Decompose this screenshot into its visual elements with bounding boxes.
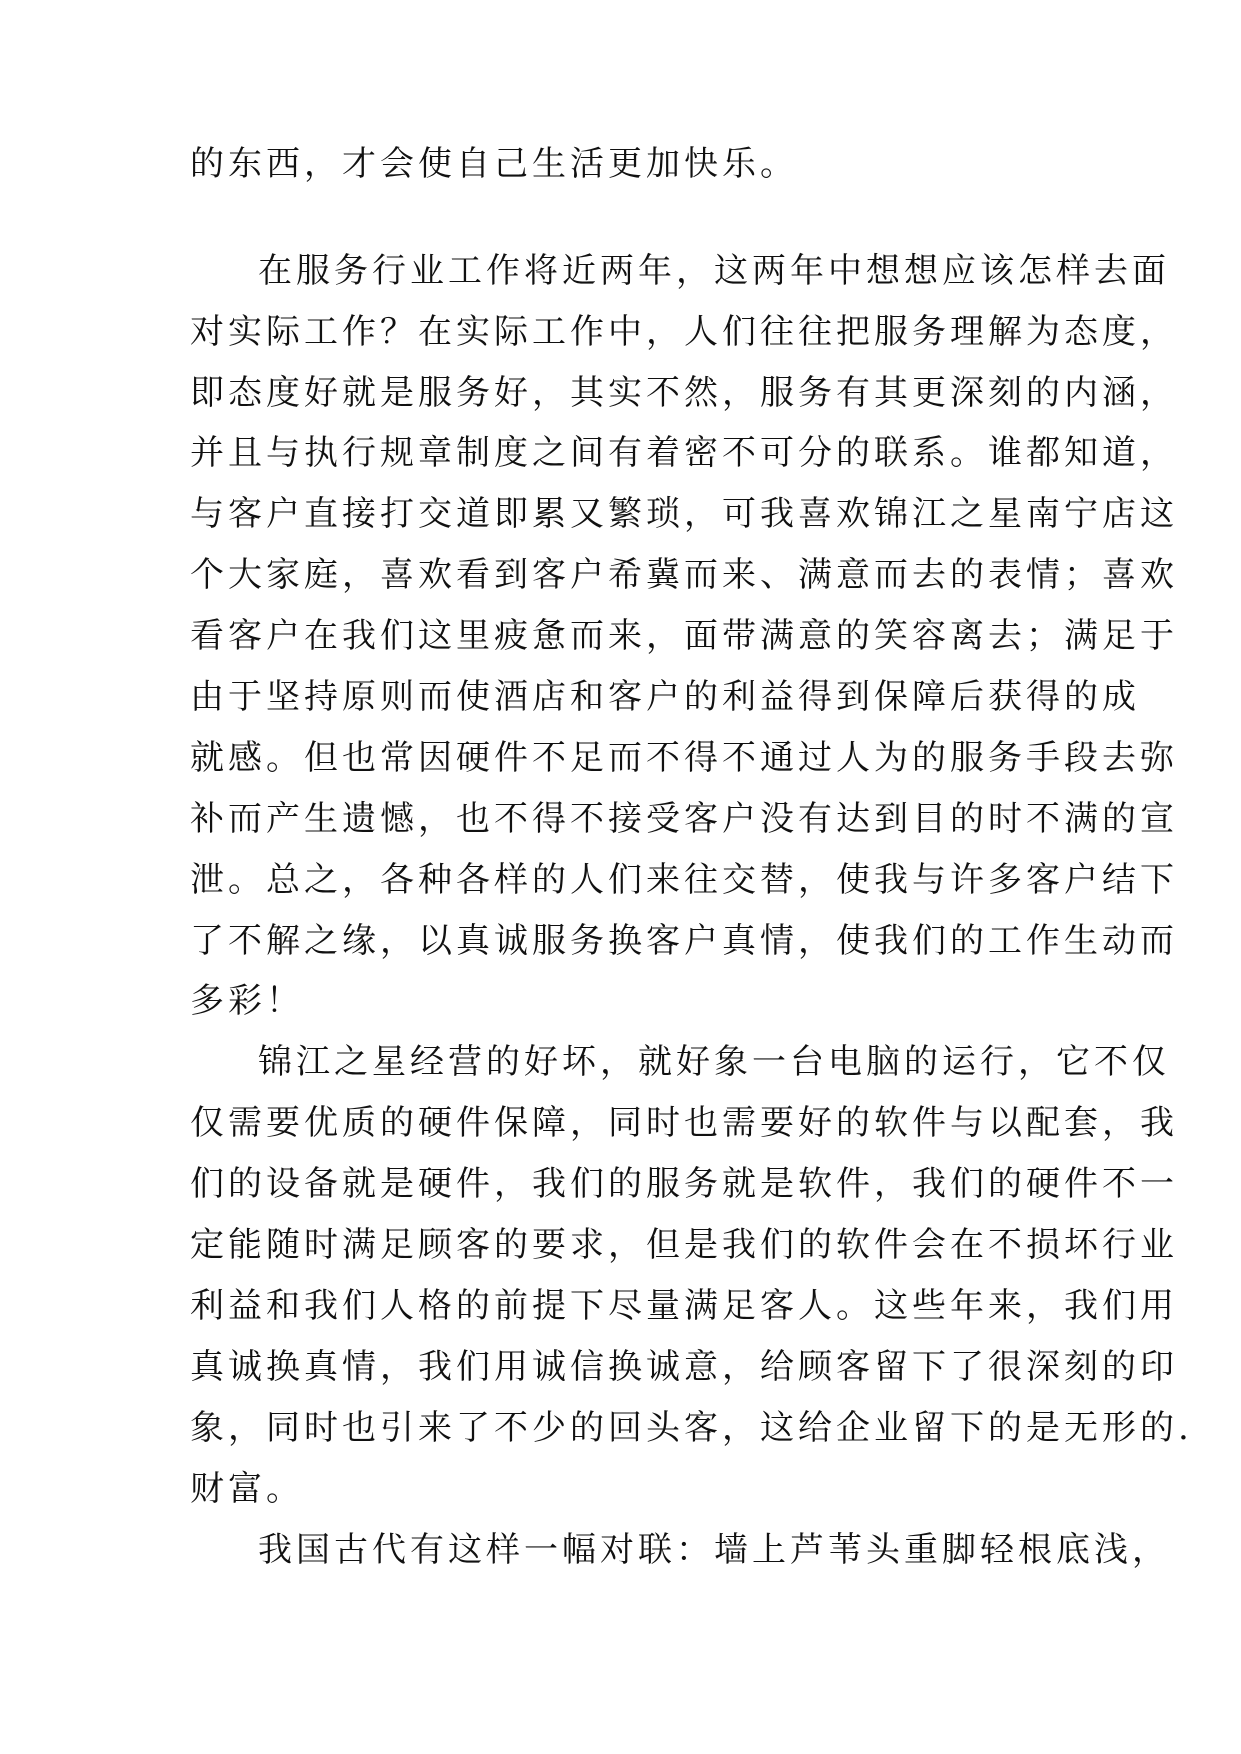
text-line: 泄。总之，各种各样的人们来往交替，使我与许多客户结下	[190, 860, 1178, 900]
text-line: 就感。但也常因硬件不足而不得不通过人为的服务手段去弥	[190, 738, 1178, 778]
text-line: 财富。	[190, 1469, 304, 1509]
paragraph-first-line: 我国古代有这样一幅对联：墙上芦苇头重脚轻根底浅，	[258, 1530, 1170, 1570]
text-line: 仅需要优质的硬件保障，同时也需要好的软件与以配套，我	[190, 1103, 1178, 1143]
text-line: 的东西，才会使自己生活更加快乐。	[190, 144, 798, 184]
text-line: 由于坚持原则而使酒店和客户的利益得到保障后获得的成	[190, 677, 1140, 717]
text-line: 对实际工作？在实际工作中，人们往往把服务理解为态度，	[190, 312, 1178, 352]
text-line: 象，同时也引来了不少的回头客，这给企业留下的是无形的.	[190, 1408, 1193, 1448]
text-line: 了不解之缘，以真诚服务换客户真情，使我们的工作生动而	[190, 921, 1178, 961]
text-line: 多彩！	[190, 981, 304, 1021]
paragraph-first-line: 在服务行业工作将近两年，这两年中想想应该怎样去面	[258, 251, 1170, 291]
text-line: 们的设备就是硬件，我们的服务就是软件，我们的硬件不一	[190, 1164, 1178, 1204]
text-line: 定能随时满足顾客的要求，但是我们的软件会在不损坏行业	[190, 1225, 1178, 1265]
text-line: 即态度好就是服务好，其实不然，服务有其更深刻的内涵，	[190, 373, 1178, 413]
text-line: 并且与执行规章制度之间有着密不可分的联系。谁都知道，	[190, 433, 1178, 473]
text-line: 补而产生遗憾，也不得不接受客户没有达到目的时不满的宣	[190, 799, 1178, 839]
text-line: 与客户直接打交道即累又繁琐，可我喜欢锦江之星南宁店这	[190, 494, 1178, 534]
text-line: 看客户在我们这里疲惫而来，面带满意的笑容离去；满足于	[190, 616, 1178, 656]
paragraph-first-line: 锦江之星经营的好坏，就好象一台电脑的运行，它不仅	[258, 1042, 1170, 1082]
text-line: 个大家庭，喜欢看到客户希冀而来、满意而去的表情；喜欢	[190, 555, 1178, 595]
text-line: 真诚换真情，我们用诚信换诚意，给顾客留下了很深刻的印	[190, 1347, 1178, 1387]
text-line: 利益和我们人格的前提下尽量满足客人。这些年来，我们用	[190, 1286, 1178, 1326]
